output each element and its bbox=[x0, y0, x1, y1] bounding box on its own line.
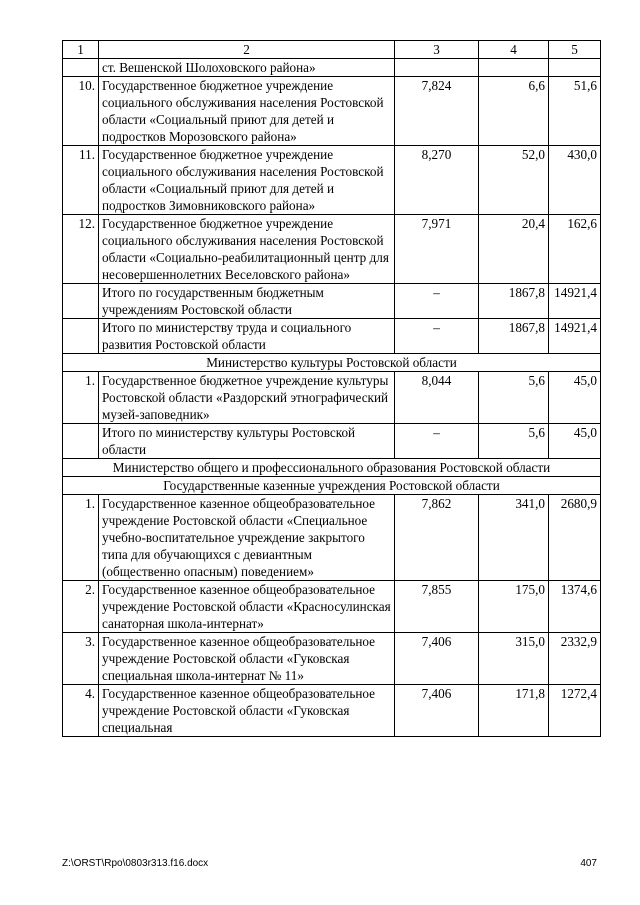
row-col5: 2680,9 bbox=[549, 495, 601, 581]
row-col4: 341,0 bbox=[479, 495, 549, 581]
total-name: Итого по министерству труда и социального развития Ростовской области bbox=[99, 319, 395, 354]
total-col4: 5,6 bbox=[479, 424, 549, 459]
row-col4: 52,0 bbox=[479, 146, 549, 215]
table-row bbox=[63, 685, 601, 737]
row-number: 2. bbox=[63, 581, 99, 633]
row-name: Государственное бюджетное учреждение социального обслуживания населения Ростовской области «Социальный приют для детей и подростков Морозовского района» bbox=[99, 77, 395, 146]
row-number: 11. bbox=[63, 146, 99, 215]
row-col4: 5,6 bbox=[479, 372, 549, 424]
table-row bbox=[63, 633, 601, 685]
row-number: 10. bbox=[63, 77, 99, 146]
section-row bbox=[63, 354, 601, 372]
table-row bbox=[63, 372, 601, 424]
table-row bbox=[63, 581, 601, 633]
section-row bbox=[63, 477, 601, 495]
total-col5: 14921,4 bbox=[549, 319, 601, 354]
header-cell: 3 bbox=[395, 41, 479, 59]
row-col4: 20,4 bbox=[479, 215, 549, 284]
header-cell: 2 bbox=[99, 41, 395, 59]
total-col3: – bbox=[395, 319, 479, 354]
row-col5: 1374,6 bbox=[549, 581, 601, 633]
total-col4: 1867,8 bbox=[479, 284, 549, 319]
row-name: Государственное бюджетное учреждение социального обслуживания населения Ростовской области «Социально-реабилитационный центр для несовершеннолетних Веселовского района» bbox=[99, 215, 395, 284]
footer-file-path: Z:\ORST\Rpo\0803r313.f16.docx bbox=[62, 858, 209, 869]
header-cell: 4 bbox=[479, 41, 549, 59]
row-name: Государственное бюджетное учреждение социального обслуживания населения Ростовской области «Социальный приют для детей и подростков Зимовниковского района» bbox=[99, 146, 395, 215]
row-col3: 7,406 bbox=[395, 685, 479, 737]
row-name: Государственное казенное общеобразовательное учреждение Ростовской области «Гуковская специальная bbox=[99, 685, 395, 737]
row-col5: 51,6 bbox=[549, 77, 601, 146]
row-name: ст. Вешенской Шолоховского района» bbox=[99, 59, 395, 77]
row-col5: 430,0 bbox=[549, 146, 601, 215]
total-col5: 45,0 bbox=[549, 424, 601, 459]
total-name: Итого по министерству культуры Ростовской области bbox=[99, 424, 395, 459]
row-col4: 6,6 bbox=[479, 77, 549, 146]
row-col4: 175,0 bbox=[479, 581, 549, 633]
row-number: 4. bbox=[63, 685, 99, 737]
row-col3: 7,862 bbox=[395, 495, 479, 581]
row-col5: 45,0 bbox=[549, 372, 601, 424]
budget-table bbox=[62, 40, 601, 737]
total-col3: – bbox=[395, 284, 479, 319]
section-title-state: Государственные казенные учреждения Ростовской области bbox=[63, 477, 601, 495]
row-col5: 1272,4 bbox=[549, 685, 601, 737]
section-title-education: Министерство общего и профессионального образования Ростовской области bbox=[63, 459, 601, 477]
row-col3: 7,855 bbox=[395, 581, 479, 633]
total-row bbox=[63, 284, 601, 319]
row-col4: 315,0 bbox=[479, 633, 549, 685]
table-row bbox=[63, 77, 601, 146]
header-cell: 5 bbox=[549, 41, 601, 59]
row-name: Государственное казенное общеобразовательное учреждение Ростовской области «Специальное учебно-воспитательное учреждение закрытого типа для обучающихся с девиантным (общественно опасным) поведением» bbox=[99, 495, 395, 581]
row-col3: 8,044 bbox=[395, 372, 479, 424]
section-row bbox=[63, 459, 601, 477]
page-number: 407 bbox=[580, 858, 597, 869]
row-col3: 7,971 bbox=[395, 215, 479, 284]
table-row bbox=[63, 495, 601, 581]
row-col4: 171,8 bbox=[479, 685, 549, 737]
row-number: 1. bbox=[63, 495, 99, 581]
total-col5: 14921,4 bbox=[549, 284, 601, 319]
section-title-culture: Министерство культуры Ростовской области bbox=[63, 354, 601, 372]
row-col3: 7,824 bbox=[395, 77, 479, 146]
row-col3: 7,406 bbox=[395, 633, 479, 685]
total-col4: 1867,8 bbox=[479, 319, 549, 354]
table-row bbox=[63, 59, 601, 77]
row-number: 1. bbox=[63, 372, 99, 424]
table-row bbox=[63, 215, 601, 284]
row-number: 12. bbox=[63, 215, 99, 284]
total-row bbox=[63, 319, 601, 354]
total-row bbox=[63, 424, 601, 459]
table-row bbox=[63, 146, 601, 215]
table-header-row bbox=[63, 41, 601, 59]
row-number: 3. bbox=[63, 633, 99, 685]
total-name: Итого по государственным бюджетным учреждениям Ростовской области bbox=[99, 284, 395, 319]
row-col5: 162,6 bbox=[549, 215, 601, 284]
row-name: Государственное казенное общеобразовательное учреждение Ростовской области «Гуковская специальная школа-интернат № 11» bbox=[99, 633, 395, 685]
row-name: Государственное бюджетное учреждение культуры Ростовской области «Раздорский этнографический музей-заповедник» bbox=[99, 372, 395, 424]
total-col3: – bbox=[395, 424, 479, 459]
header-cell: 1 bbox=[63, 41, 99, 59]
row-col3: 8,270 bbox=[395, 146, 479, 215]
row-name: Государственное казенное общеобразовательное учреждение Ростовской области «Красносулинская санаторная школа-интернат» bbox=[99, 581, 395, 633]
row-col5: 2332,9 bbox=[549, 633, 601, 685]
